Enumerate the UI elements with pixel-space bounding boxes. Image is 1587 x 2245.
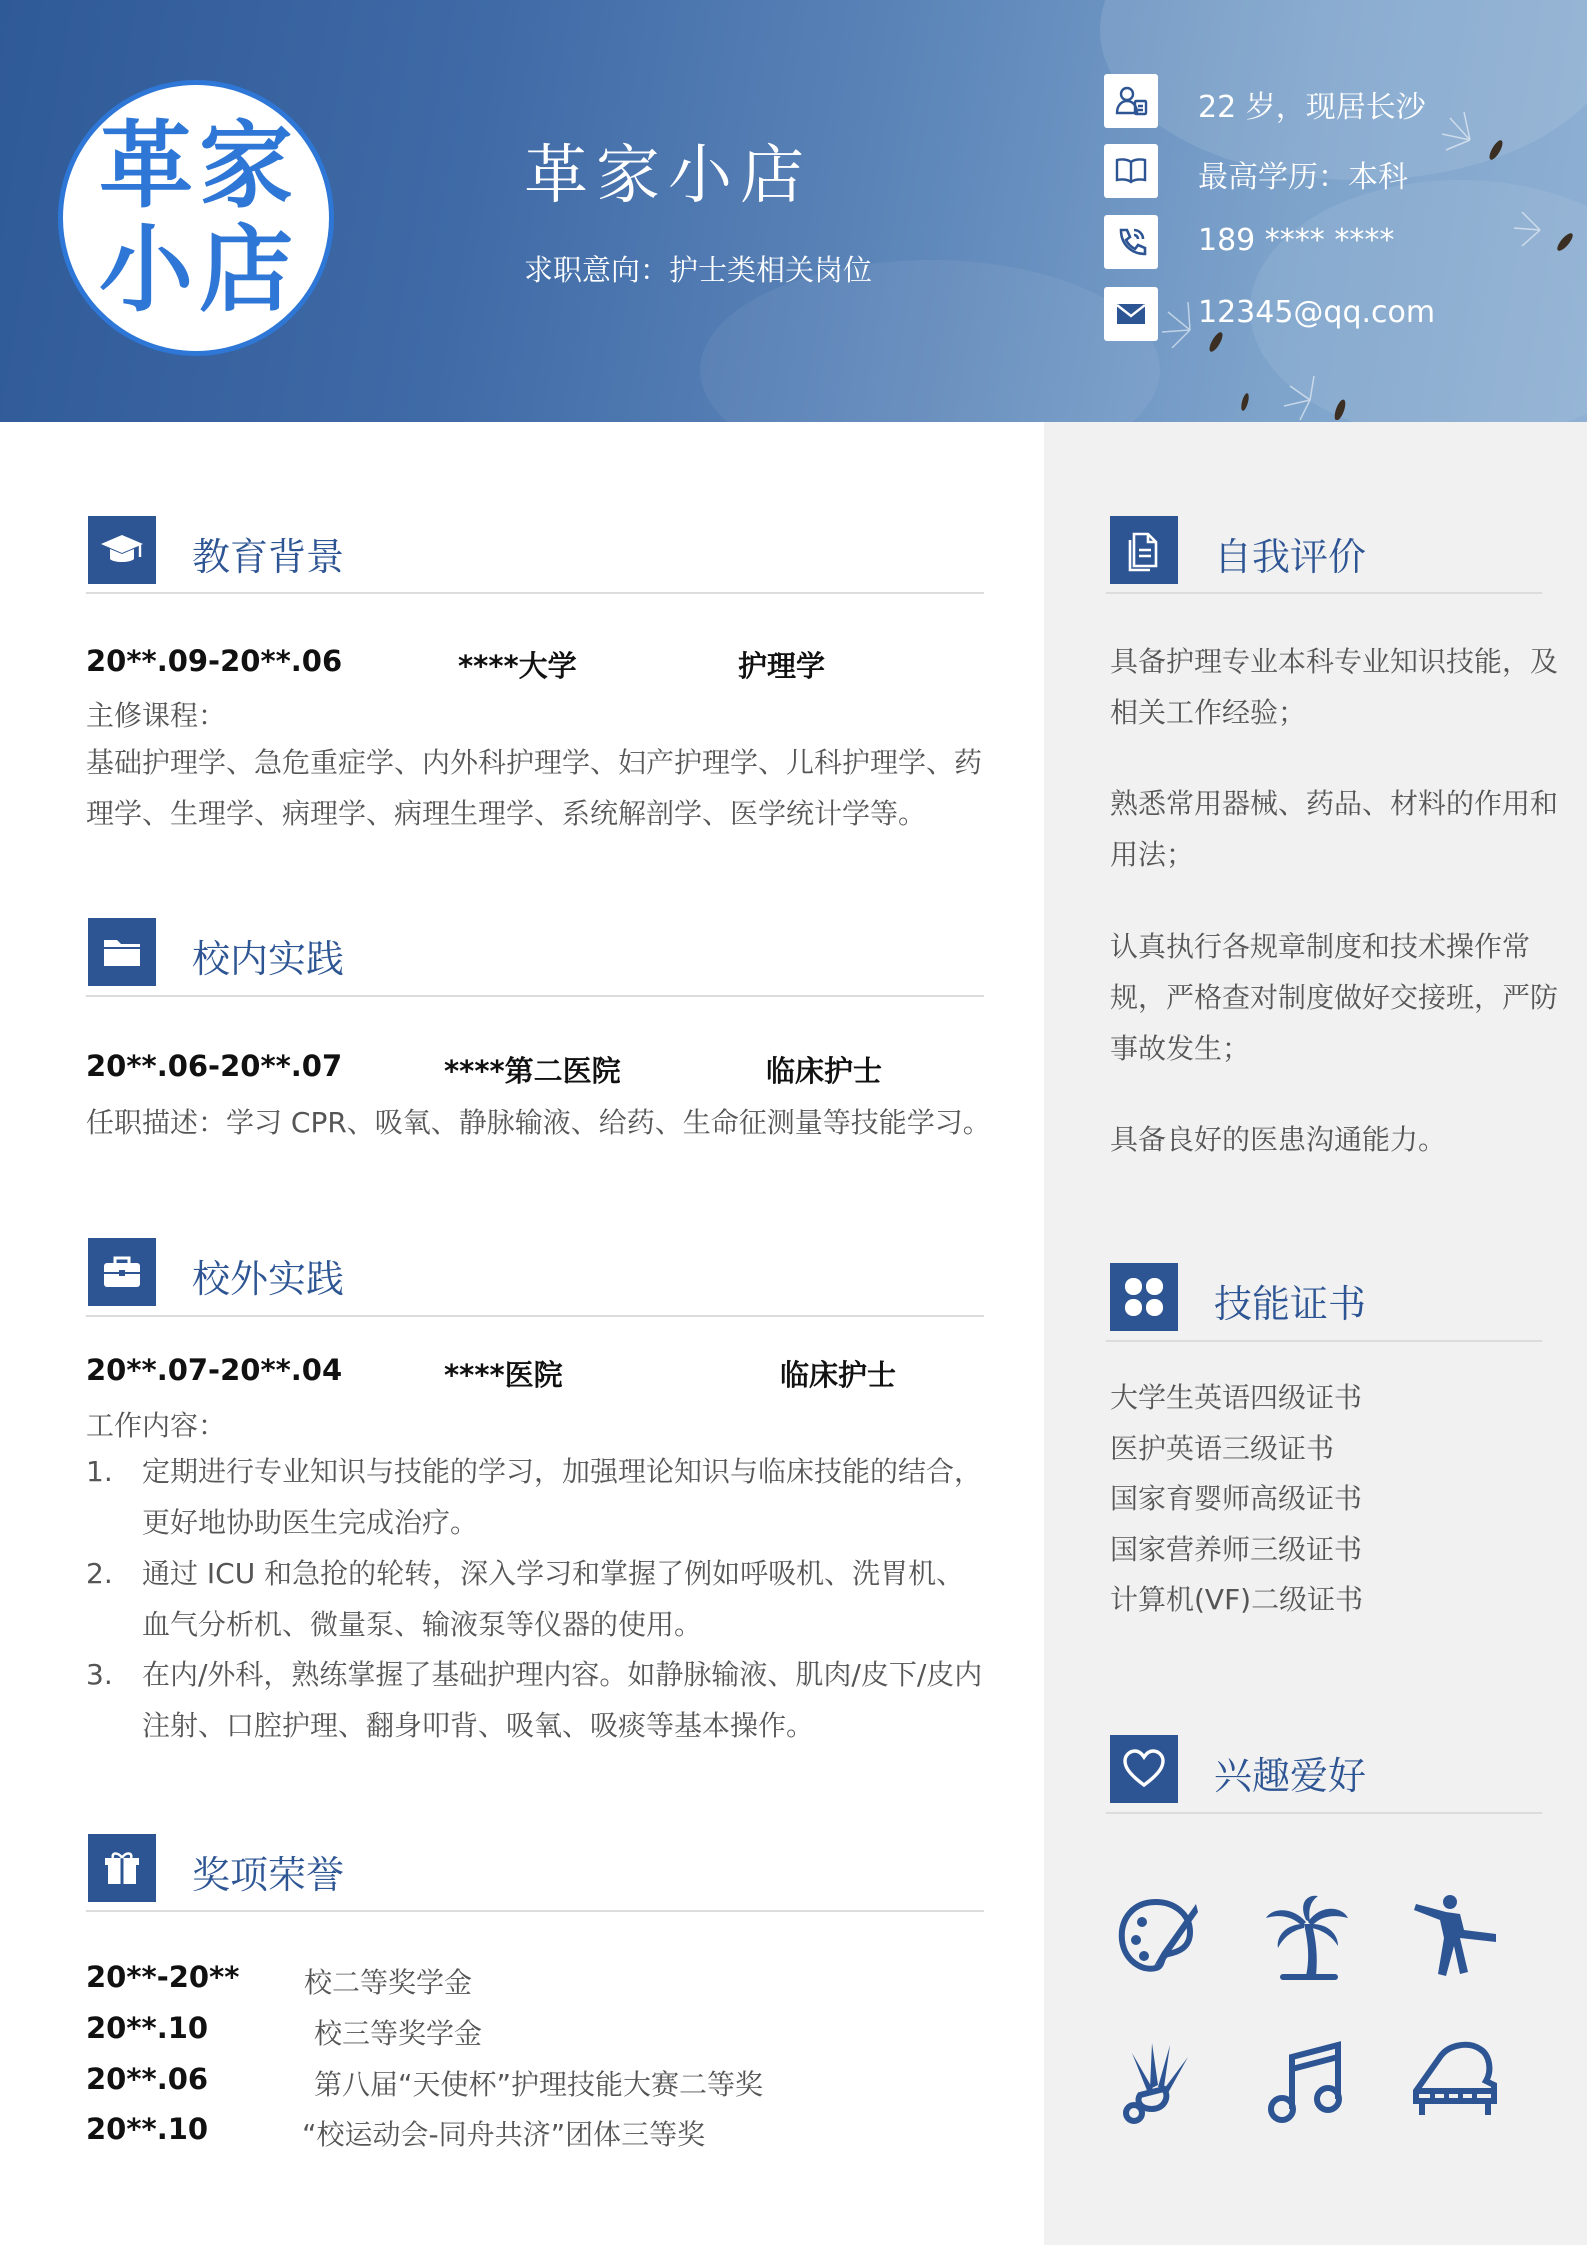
book-icon (1104, 144, 1158, 198)
external-role: 临床护士 (780, 1358, 897, 1392)
painting-icon (1112, 1892, 1202, 1982)
certificate-item: 计算机(VF)二级证书 (1110, 1583, 1364, 1616)
list-text: 通过 ICU 和急抢的轮转，深入学习和掌握了例如呼吸机、洗胃机、血气分析机、微量泵、输液泵等仪器的使用。 (142, 1557, 965, 1641)
badminton-icon (1112, 2035, 1202, 2125)
person-icon (1104, 74, 1158, 128)
contact-text: 最高学历：本科 (1198, 160, 1408, 195)
music-icon (1262, 2035, 1352, 2125)
section-title: 教育背景 (192, 535, 345, 579)
award-name: “校运动会-同舟共济”团体三等奖 (302, 2118, 706, 2151)
list-number: 3. (86, 1658, 113, 1691)
work-content-label: 工作内容： (86, 1409, 227, 1442)
award-name: 第八届“天使杯”护理技能大赛二等奖 (314, 2068, 764, 2101)
list-number: 1. (86, 1455, 113, 1488)
work-item (86, 1446, 986, 1548)
divider (1106, 592, 1542, 594)
shop-logo (58, 80, 334, 356)
education-school: ****大学 (458, 649, 577, 683)
campus-description: 任职描述：学习 CPR、吸氧、静脉输液、给药、生命征测量等技能学习。 (86, 1106, 991, 1139)
section-title: 自我评价 (1214, 535, 1367, 579)
courses-text: 基础护理学、急危重症学、内外科护理学、妇产护理学、儿科护理学、药理学、生理学、病理学、病理生理学、系统解剖学、医学统计学等。 (86, 746, 983, 830)
certificate-item: 医护英语三级证书 (1110, 1432, 1335, 1465)
contact-text: 189 **** **** (1198, 223, 1395, 258)
divider (86, 1315, 984, 1317)
self-eval-paragraph: 具备护理专业本科专业知识技能，及相关工作经验； (1110, 645, 1559, 729)
gift-icon (88, 1834, 156, 1902)
education-major: 护理学 (738, 649, 826, 683)
award-date: 20**.10 (86, 2112, 209, 2146)
folder-icon (88, 918, 156, 986)
logo-char: 店 (198, 215, 293, 325)
header-banner (0, 0, 1587, 422)
award-name: 校二等奖学金 (304, 1966, 473, 1999)
heart-icon (1110, 1735, 1178, 1803)
graduation-cap-icon (88, 516, 156, 584)
divider (86, 1910, 984, 1912)
list-text: 在内/外科，熟练掌握了基础护理内容。如静脉输液、肌肉/皮下/皮内注射、口腔护理、翻身叩背、吸氧、吸痰等基本操作。 (142, 1658, 983, 1742)
award-name: 校三等奖学金 (314, 2017, 483, 2050)
divider (1106, 1812, 1542, 1814)
self-eval-paragraph: 熟悉常用器械、药品、材料的作用和用法； (1110, 787, 1559, 871)
award-date: 20**.06 (86, 2062, 209, 2096)
education-period: 20**.09-20**.06 (86, 644, 343, 678)
section-title: 校外实践 (192, 1257, 345, 1301)
document-icon (1110, 516, 1178, 584)
work-item (86, 1548, 986, 1650)
award-date: 20**-20** (86, 1960, 240, 1994)
logo-char: 家 (198, 111, 293, 221)
divider (1106, 1340, 1542, 1342)
external-period: 20**.07-20**.04 (86, 1353, 343, 1387)
campus-org: ****第二医院 (444, 1054, 621, 1088)
divider (86, 592, 984, 594)
section-title: 奖项荣誉 (192, 1853, 345, 1897)
phone-icon (1104, 215, 1158, 269)
job-intent: 求职意向：护士类相关岗位 (524, 253, 873, 287)
section-title: 兴趣爱好 (1214, 1754, 1367, 1798)
logo-char: 小 (98, 215, 193, 325)
work-item (86, 1649, 986, 1751)
piano-icon (1410, 2035, 1500, 2125)
external-org: ****医院 (444, 1358, 563, 1392)
palm-tree-icon (1262, 1892, 1352, 1982)
grid-icon (1110, 1263, 1178, 1331)
certificate-item: 大学生英语四级证书 (1110, 1381, 1363, 1414)
certificate-item: 国家育婴师高级证书 (1110, 1482, 1363, 1515)
self-eval-paragraph: 具备良好的医患沟通能力。 (1110, 1123, 1447, 1156)
campus-period: 20**.06-20**.07 (86, 1049, 343, 1083)
dance-icon (1410, 1890, 1500, 1980)
campus-role: 临床护士 (766, 1054, 883, 1088)
briefcase-icon (88, 1238, 156, 1306)
contact-text: 12345@qq.com (1198, 295, 1436, 330)
certificate-item: 国家营养师三级证书 (1110, 1533, 1363, 1566)
courses-label: 主修课程： (86, 699, 227, 732)
list-number: 2. (86, 1557, 113, 1590)
candidate-name: 革家小店 (524, 139, 812, 211)
logo-char: 革 (98, 111, 193, 221)
contact-text: 22 岁，现居长沙 (1198, 90, 1426, 125)
section-title: 校内实践 (192, 937, 345, 981)
list-text: 定期进行专业知识与技能的学习，加强理论知识与临床技能的结合，更好地协助医生完成治疗。 (142, 1455, 983, 1539)
self-eval-paragraph: 认真执行各规章制度和技术操作常规，严格查对制度做好交接班，严防事故发生； (1110, 930, 1559, 1065)
section-title: 技能证书 (1214, 1282, 1367, 1326)
award-date: 20**.10 (86, 2011, 209, 2045)
divider (86, 995, 984, 997)
mail-icon (1104, 287, 1158, 341)
